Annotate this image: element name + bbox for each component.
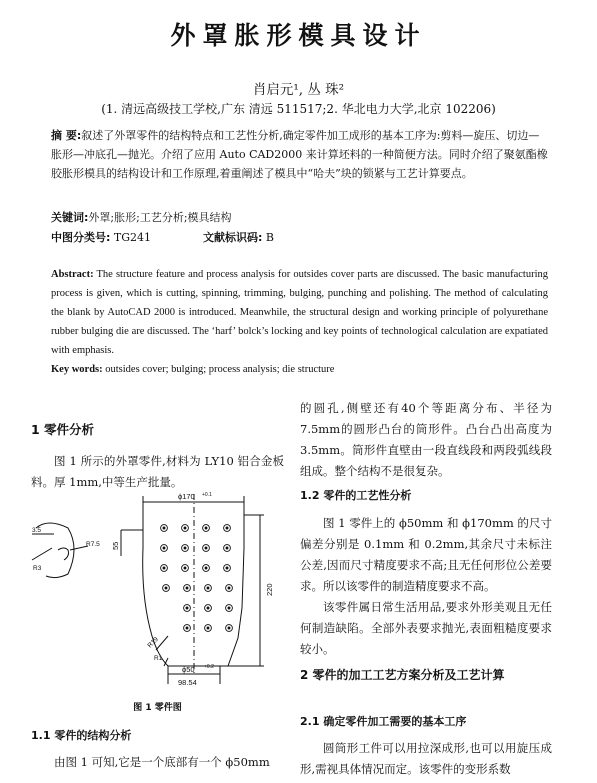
dim-35-label: 3.5 — [32, 527, 42, 534]
section-2-1-heading: 2.1 确定零件加工需要的基本工序 — [300, 715, 467, 728]
paper-title: 外罩胀形模具设计 — [170, 21, 427, 50]
boss-center-dot — [205, 547, 207, 549]
keywords-en-text: outsides cover; bulging; process analysis; die structure — [105, 364, 335, 375]
abstract-cn-text: 叙述了外罩零件的结构特点和工艺性分析,确定零件加工成形的基本工序为:剪料—旋压、切边—胀形—冲底孔—抛光。介绍了应用 Auto CAD2000 来计算坯料的一种简便方法。同时介绍了聚氨酯橡胶胀形模具的结构设计和工作原理,着重阐述了模具中“哈夫”块的锁紧与工艺计算要点。 — [51, 129, 548, 180]
section-1-2-paragraph-1: 图 1 零件上的 ϕ50mm 和 ϕ170mm 的尺寸偏差分别是 0.1mm 和 0.2mm,其余尺寸未标注公差,因而尺寸精度要求不高;且无任何形位公差要求。所以该零件的制造精度要求不高。 — [300, 516, 552, 593]
class-number-value: TG241 — [113, 231, 152, 244]
dim-blank-label: 98.54 — [178, 678, 197, 687]
boss-center-dot — [226, 567, 228, 569]
abstract-cn — [51, 126, 548, 183]
dim-r75-label: R7.5 — [86, 541, 100, 548]
document-code-value: B — [265, 231, 274, 244]
dim-bottom-tolerance: +0.2 — [204, 664, 214, 670]
boss-center-dot — [207, 607, 209, 609]
abstract-en — [51, 265, 548, 379]
dim-r1-label: R1 — [154, 655, 163, 662]
boss-center-dot — [226, 547, 228, 549]
figure-1-caption: 图 1 零件图 — [133, 703, 182, 713]
dim-height-label: 220 — [265, 583, 274, 596]
keywords-cn-text: 外罩;胀形;工艺分析;模具结构 — [88, 211, 232, 224]
boss-center-dot — [163, 527, 165, 529]
boss-center-dot — [163, 567, 165, 569]
document-code-label: 文献标识码: — [203, 231, 263, 244]
boss-center-dot — [184, 547, 186, 549]
keywords-cn — [51, 209, 548, 225]
boss-center-dot — [186, 587, 188, 589]
boss-center-dot — [186, 607, 188, 609]
keywords-en-label: Key words: — [51, 364, 103, 375]
section-1-heading: 1 零件分析 — [31, 422, 95, 437]
keywords-cn-label: 关键词: — [51, 211, 89, 224]
detail-leader-2 — [32, 548, 52, 560]
dim-r19-label: R19 — [146, 636, 160, 650]
boss-center-dot — [207, 587, 209, 589]
boss-center-dot — [228, 587, 230, 589]
dim-r3-label: R3 — [33, 565, 42, 572]
class-number-label: 中图分类号: — [51, 231, 111, 244]
section-1-2-paragraph-2: 该零件属日常生活用品,要求外形美观且无任何制造缺陷。全部外表要求抛光,表面粗糙度要求较小。 — [300, 600, 552, 656]
abstract-en-text: The structure feature and process analysis for outsides cover parts are discussed. The basic manufacturing process is given, which is cutting, spinning, trimming, bulging, punching and polishing. The method of calculating the blank by AutoCAD 2000 is introduced. Meanwhile, the structural design and working principle of polyurethane rubber bulging die are discussed. The ‘harf’ bolck’s locking and key points of technological calculation are expatiated with emphasis. — [51, 269, 548, 356]
affiliations: (1. 清远高级技工学校,广东 清远 511517;2. 华北电力大学,北京 102206) — [101, 102, 496, 116]
section-1-1-paragraph: 由图 1 可知,它是一个底部有一个 ϕ50mm — [54, 755, 270, 769]
part-outline — [143, 515, 244, 666]
document-code — [203, 229, 274, 245]
dim-bottom-label: ϕ50 — [182, 665, 195, 674]
boss-center-dot — [228, 607, 230, 609]
detail-boss — [58, 548, 69, 560]
section-1-1-heading: 1.1 零件的结构分析 — [31, 729, 132, 742]
boss-center-dot — [165, 587, 167, 589]
boss-center-dot — [207, 627, 209, 629]
boss-center-dot — [205, 567, 207, 569]
dim-top-tolerance: +0.1 — [202, 492, 212, 498]
section-1-1-continued: 的圆孔,侧壁还有40个等距离分布、半径为 7.5mm的圆形凸台的筒形件。凸台凸出高度为 3.5mm。筒形件直壁由一段直线段和两段弧线段组成。整个结构不是很复杂。 — [300, 401, 552, 478]
part-drawing-figure — [28, 488, 290, 690]
section-1-paragraph: 图 1 所示的外罩零件,材料为 LY10 铝合金板料。厚 1mm,中等生产批量。 — [31, 454, 284, 489]
boss-center-dot — [184, 527, 186, 529]
boss-center-dot — [228, 627, 230, 629]
authors: 肖启元¹, 丛 珠² — [252, 82, 345, 98]
section-1-2-heading: 1.2 零件的工艺性分析 — [300, 489, 412, 502]
boss-center-dot — [186, 627, 188, 629]
abstract-cn-label: 摘 要: — [51, 129, 82, 142]
abstract-en-label: Abstract: — [51, 269, 94, 280]
dim-top-label: ϕ170 — [178, 492, 195, 501]
boss-center-dot — [226, 527, 228, 529]
dim-55-label: 55 — [111, 541, 120, 550]
boss-center-dot — [184, 567, 186, 569]
section-2-1-paragraph: 圆筒形工件可以用拉深成形,也可以用旋压成形,需视具体情况而定。该零件的变形系数 — [300, 741, 552, 776]
class-number — [51, 229, 151, 245]
section-2-heading: 2 零件的加工工艺方案分析及工艺计算 — [300, 668, 505, 682]
boss-center-dot — [205, 527, 207, 529]
boss-center-dot — [163, 547, 165, 549]
